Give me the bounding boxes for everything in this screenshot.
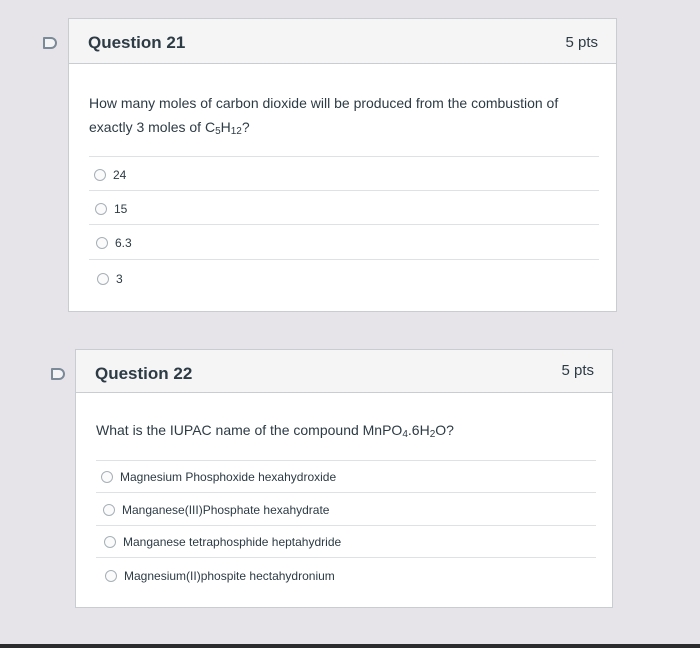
radio-button[interactable] [94,169,106,181]
answer-option[interactable] [104,535,341,549]
radio-button[interactable] [95,203,107,215]
question-points: 5 pts [565,34,598,51]
question-text: How many moles of carbon dioxide will be produced from the combustion of exactly 3 moles of $C_5H_{12}$? [89,95,559,137]
answer-option[interactable] [97,272,123,286]
answer-divider [89,190,599,191]
question-21-card [68,18,617,312]
answer-label: 6.3 [115,236,132,250]
question-21-header [69,19,616,64]
answer-divider [96,460,596,461]
answer-option[interactable] [94,168,126,182]
answer-label: 24 [113,168,127,182]
answer-label: 15 [114,202,128,216]
question-points: 5 pts [561,362,594,379]
radio-button[interactable] [96,237,108,249]
question-title: Question 21 [88,33,186,52]
radio-button[interactable] [104,536,116,548]
radio-button[interactable] [97,273,109,285]
answer-divider [96,492,596,493]
flag-question-icon[interactable] [43,37,57,49]
question-22-card [75,349,613,608]
radio-button[interactable] [101,471,113,483]
answer-option[interactable] [103,503,329,517]
answer-divider [96,525,596,526]
radio-button[interactable] [103,504,115,516]
answer-option[interactable] [95,202,127,216]
question-title: Question 22 [95,364,193,383]
answer-option[interactable] [96,236,132,250]
answer-divider [89,156,599,157]
answer-divider [89,259,599,260]
answer-option[interactable] [105,569,335,583]
radio-button[interactable] [105,570,117,582]
answer-divider [96,557,596,558]
question-text: What is the IUPAC name of the compound $MnPO_4.6H_2O$? [96,422,454,440]
answer-label: Magnesium Phosphoxide hexahydroxide [120,470,337,484]
answer-option[interactable] [101,470,336,484]
answer-label: Manganese(III)Phosphate hexahydrate [122,503,330,517]
question-22-header [76,350,612,393]
answer-divider [89,224,599,225]
flag-question-icon[interactable] [51,368,65,380]
answer-label: Manganese tetraphosphide heptahydride [123,535,342,549]
answer-label: 3 [116,272,123,286]
screen-bottom-edge [0,644,700,648]
answer-label: Magnesium(II)phospite hectahydronium [124,569,335,583]
